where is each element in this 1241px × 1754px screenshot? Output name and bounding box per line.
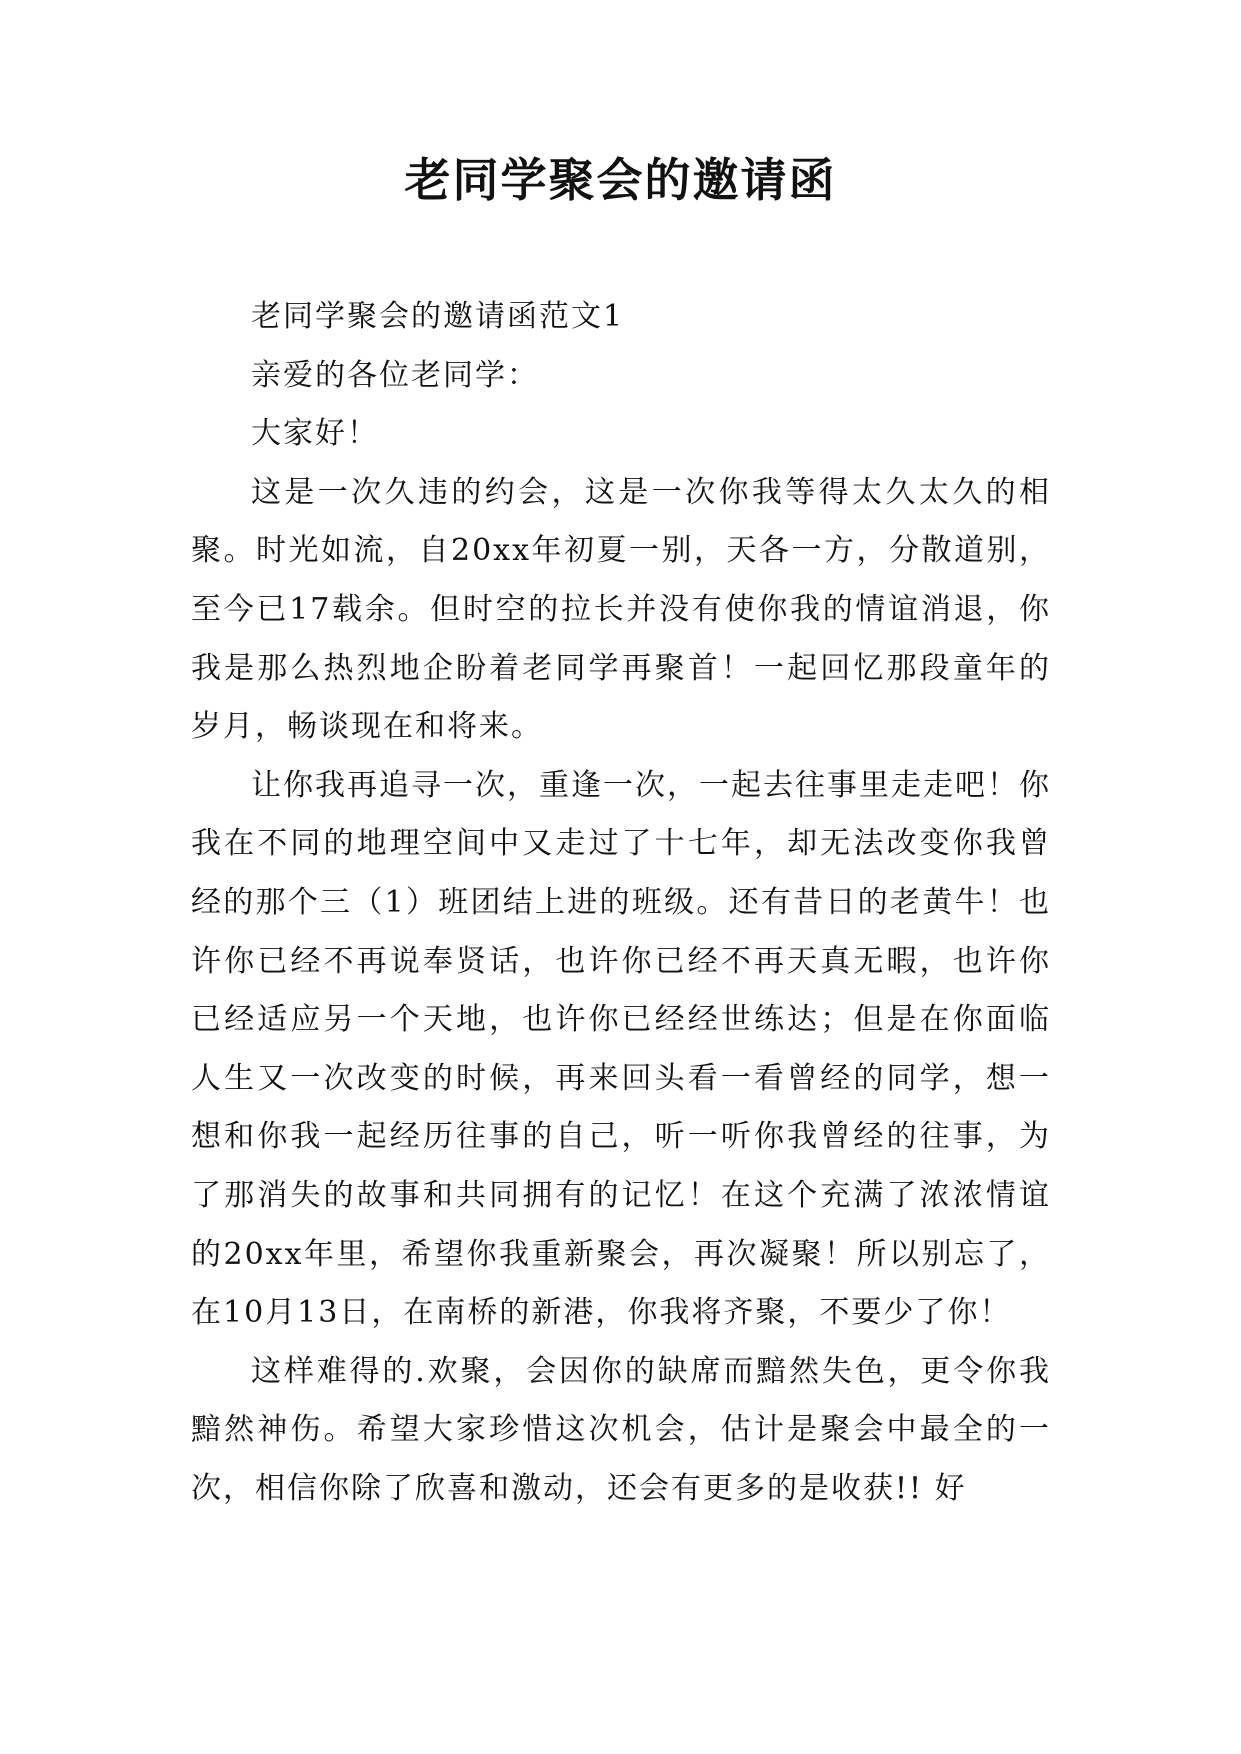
paragraph-body-3: 这样难得的.欢聚，会因你的缺席而黯然失色，更令你我黯然神伤。希望大家珍惜这次机会，估计是聚会中最全的一次，相信你除了欣喜和激动，还会有更多的是收获!! 好 <box>191 1353 1051 1506</box>
paragraph-body-2: 让你我再追寻一次，重逢一次，一起去往事里走走吧！你我在不同的地理空间中又走过了十七年，却无法改变你我曾经的那个三（1）班团结上进的班级。还有昔日的老黄牛！也许你已经不再说奉贤话，也许你已经不再天真无暇，也许你已经适应另一个天地，也许你已经经世练达；但是在你面临人生又一次改变的时候，再来回头看一看曾经的同学，想一想和你我一起经历往事的自己，听一听你我曾经的往事，为了那消失的故事和共同拥有的记忆！在这个充满了浓浓情谊的20xx年里，希望你我重新聚会，再次凝聚！所以别忘了，在10月13日，在南桥的新港，你我将齐聚，不要少了你！ <box>191 767 1051 1331</box>
paragraph-subtitle: 老同学聚会的邀请函范文1 <box>251 299 625 334</box>
paragraph-body-1: 这是一次久违的约会，这是一次你我等得太久太久的相聚。时光如流，自20xx年初夏一别，天各一方，分散道别，至今已17载余。但时空的拉长并没有使你我的情谊消退，你我是那么热烈地企盼着老同学再聚首！一起回忆那段童年的岁月，畅谈现在和将来。 <box>191 474 1051 745</box>
document-title: 老同学聚会的邀请函 <box>404 153 837 207</box>
paragraph-greeting: 大家好！ <box>251 416 379 452</box>
paragraph-salutation: 亲爱的各位老同学： <box>251 357 539 393</box>
document-body <box>191 288 1051 1518</box>
